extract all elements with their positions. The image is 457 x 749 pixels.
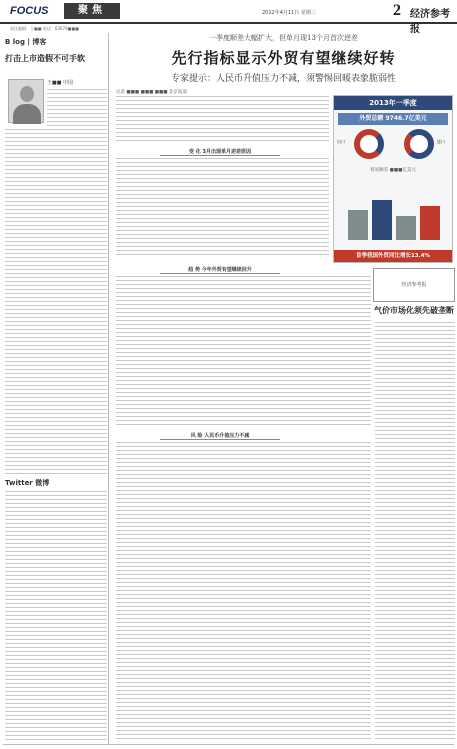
author-head (20, 86, 34, 102)
bar-1 (348, 210, 368, 240)
article-deck: 一季度顺差大幅扩大，但单月现13个月首次逆差 (209, 34, 358, 42)
paper-name: 经济参考报 (410, 9, 450, 35)
section-logo: FOCUS (10, 5, 49, 17)
blog-section-title: B log | 博客 (5, 38, 47, 46)
blog-text-top (47, 89, 107, 129)
author-shoulders (13, 104, 41, 124)
editor-line: 责任编辑：王■■ 电话：63070■■■ (10, 26, 79, 31)
export-donut (354, 129, 384, 159)
page-footer (3, 744, 454, 745)
right-article-body (375, 322, 455, 742)
author-photo (8, 79, 44, 123)
infographic-total: 外贸总额 9746.7亿美元 (338, 113, 448, 125)
subhead-risk: 风 险 人民币升值压力不减 (160, 432, 280, 440)
subhead-trend: 趋 势 今年外贸有望继续回升 (160, 266, 280, 274)
blog-column (3, 33, 109, 745)
import-label: 进口 (437, 139, 445, 144)
infographic-title: 2013年一季度 (334, 96, 452, 110)
section-name: 聚焦 (64, 3, 120, 19)
bar-4 (420, 206, 440, 240)
import-donut (404, 129, 434, 159)
right-ad: 经济参考报 (373, 268, 455, 302)
article-byline: 记者 ■■■ ■■■ ■■■ 北京报道 (116, 90, 187, 95)
bar-3 (396, 216, 416, 240)
subhead-change: 变 化 3月出现单月逆差原因 (160, 148, 280, 156)
blog-text-body (5, 129, 107, 474)
article-body-2 (116, 276, 371, 426)
infographic-footer: 首季我国外贸同比增长13.4% (334, 250, 452, 262)
article-lead (116, 96, 329, 142)
infographic-sub: 贸易顺差 ■■■亿美元 (370, 168, 416, 173)
bar-group (342, 196, 446, 240)
author-name: 王■■ 中国 (47, 80, 74, 86)
article-subtitle: 专家提示：人民币升值压力不减，须警惕回暖表象脆弱性 (170, 74, 396, 84)
bar-2 (372, 200, 392, 240)
blog-headline: 打击上市造假不可手软 (5, 53, 85, 63)
donut-row (334, 125, 452, 165)
date-line: 2012年4月11日 星期三 (262, 10, 316, 16)
page-number: 2 (393, 2, 401, 19)
article-body-3 (116, 442, 371, 742)
article-body-1 (116, 158, 329, 258)
right-headline: 气价市场化须先破垄断 (374, 305, 454, 315)
trade-infographic (333, 95, 453, 263)
twitter-title: Twitter 微博 (5, 479, 50, 487)
twitter-text-body (5, 491, 107, 741)
export-label: 出口 (337, 139, 345, 144)
article-title: 先行指标显示外贸有望继续好转 (171, 49, 396, 67)
